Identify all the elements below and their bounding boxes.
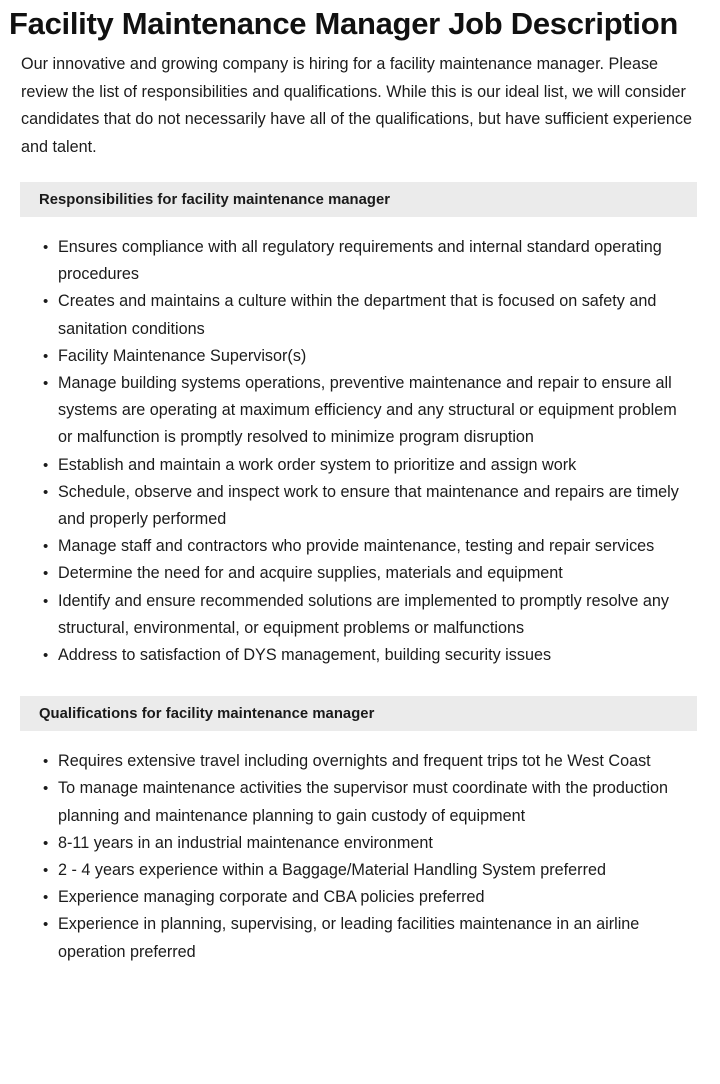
list-item: • Manage staff and contractors who provide maintenance, testing and repair services	[0, 533, 720, 560]
intro-paragraph: Our innovative and growing company is hiring for a facility maintenance manager. Please review the list of responsibilities and qualifications. While this is our ideal list, we will consider candidates that do not necessarily have all of the qualifications, but have sufficient experience and talent.	[21, 55, 693, 156]
section-header-responsibilities	[20, 182, 697, 217]
section-header-qualifications	[20, 696, 697, 731]
list-item: • Experience managing corporate and CBA policies preferred	[0, 884, 720, 911]
list-item: • Manage building systems operations, preventive maintenance and repair to ensure all systems are operating at maximum efficiency and any structural or equipment problem or malfunction is promptly resolved to minimize program disruption	[0, 370, 720, 452]
page-title: Facility Maintenance Manager Job Description	[9, 6, 678, 41]
list-item: • 2 - 4 years experience within a Baggage/Material Handling System preferred	[0, 857, 720, 884]
list-item: • Address to satisfaction of DYS management, building security issues	[0, 642, 720, 669]
section-responsibilities	[0, 182, 720, 669]
list-item: • Identify and ensure recommended solutions are implemented to promptly resolve any structural, environmental, or equipment problems or malfunctions	[0, 588, 720, 642]
list-item: • Ensures compliance with all regulatory requirements and internal standard operating procedures	[0, 234, 720, 288]
list-item: • To manage maintenance activities the supervisor must coordinate with the production planning and maintenance planning to gain custody of equipment	[0, 775, 720, 829]
list-item: • 8-11 years in an industrial maintenance environment	[0, 830, 720, 857]
list-item: • Determine the need for and acquire supplies, materials and equipment	[0, 560, 720, 587]
list-item: • Creates and maintains a culture within the department that is focused on safety and sanitation conditions	[0, 288, 720, 342]
section-qualifications	[0, 696, 720, 966]
qualifications-list	[0, 731, 720, 966]
section-heading-label: Qualifications for facility maintenance manager	[39, 705, 375, 722]
list-item: • Facility Maintenance Supervisor(s)	[0, 343, 720, 370]
list-item: • Experience in planning, supervising, or leading facilities maintenance in an airline operation preferred	[0, 911, 720, 965]
list-item: • Establish and maintain a work order system to prioritize and assign work	[0, 452, 720, 479]
list-item: • Requires extensive travel including overnights and frequent trips tot he West Coast	[0, 748, 720, 775]
responsibilities-list	[0, 217, 720, 669]
list-item: • Schedule, observe and inspect work to ensure that maintenance and repairs are timely and properly performed	[0, 479, 720, 533]
section-heading-label: Responsibilities for facility maintenance manager	[39, 191, 391, 208]
